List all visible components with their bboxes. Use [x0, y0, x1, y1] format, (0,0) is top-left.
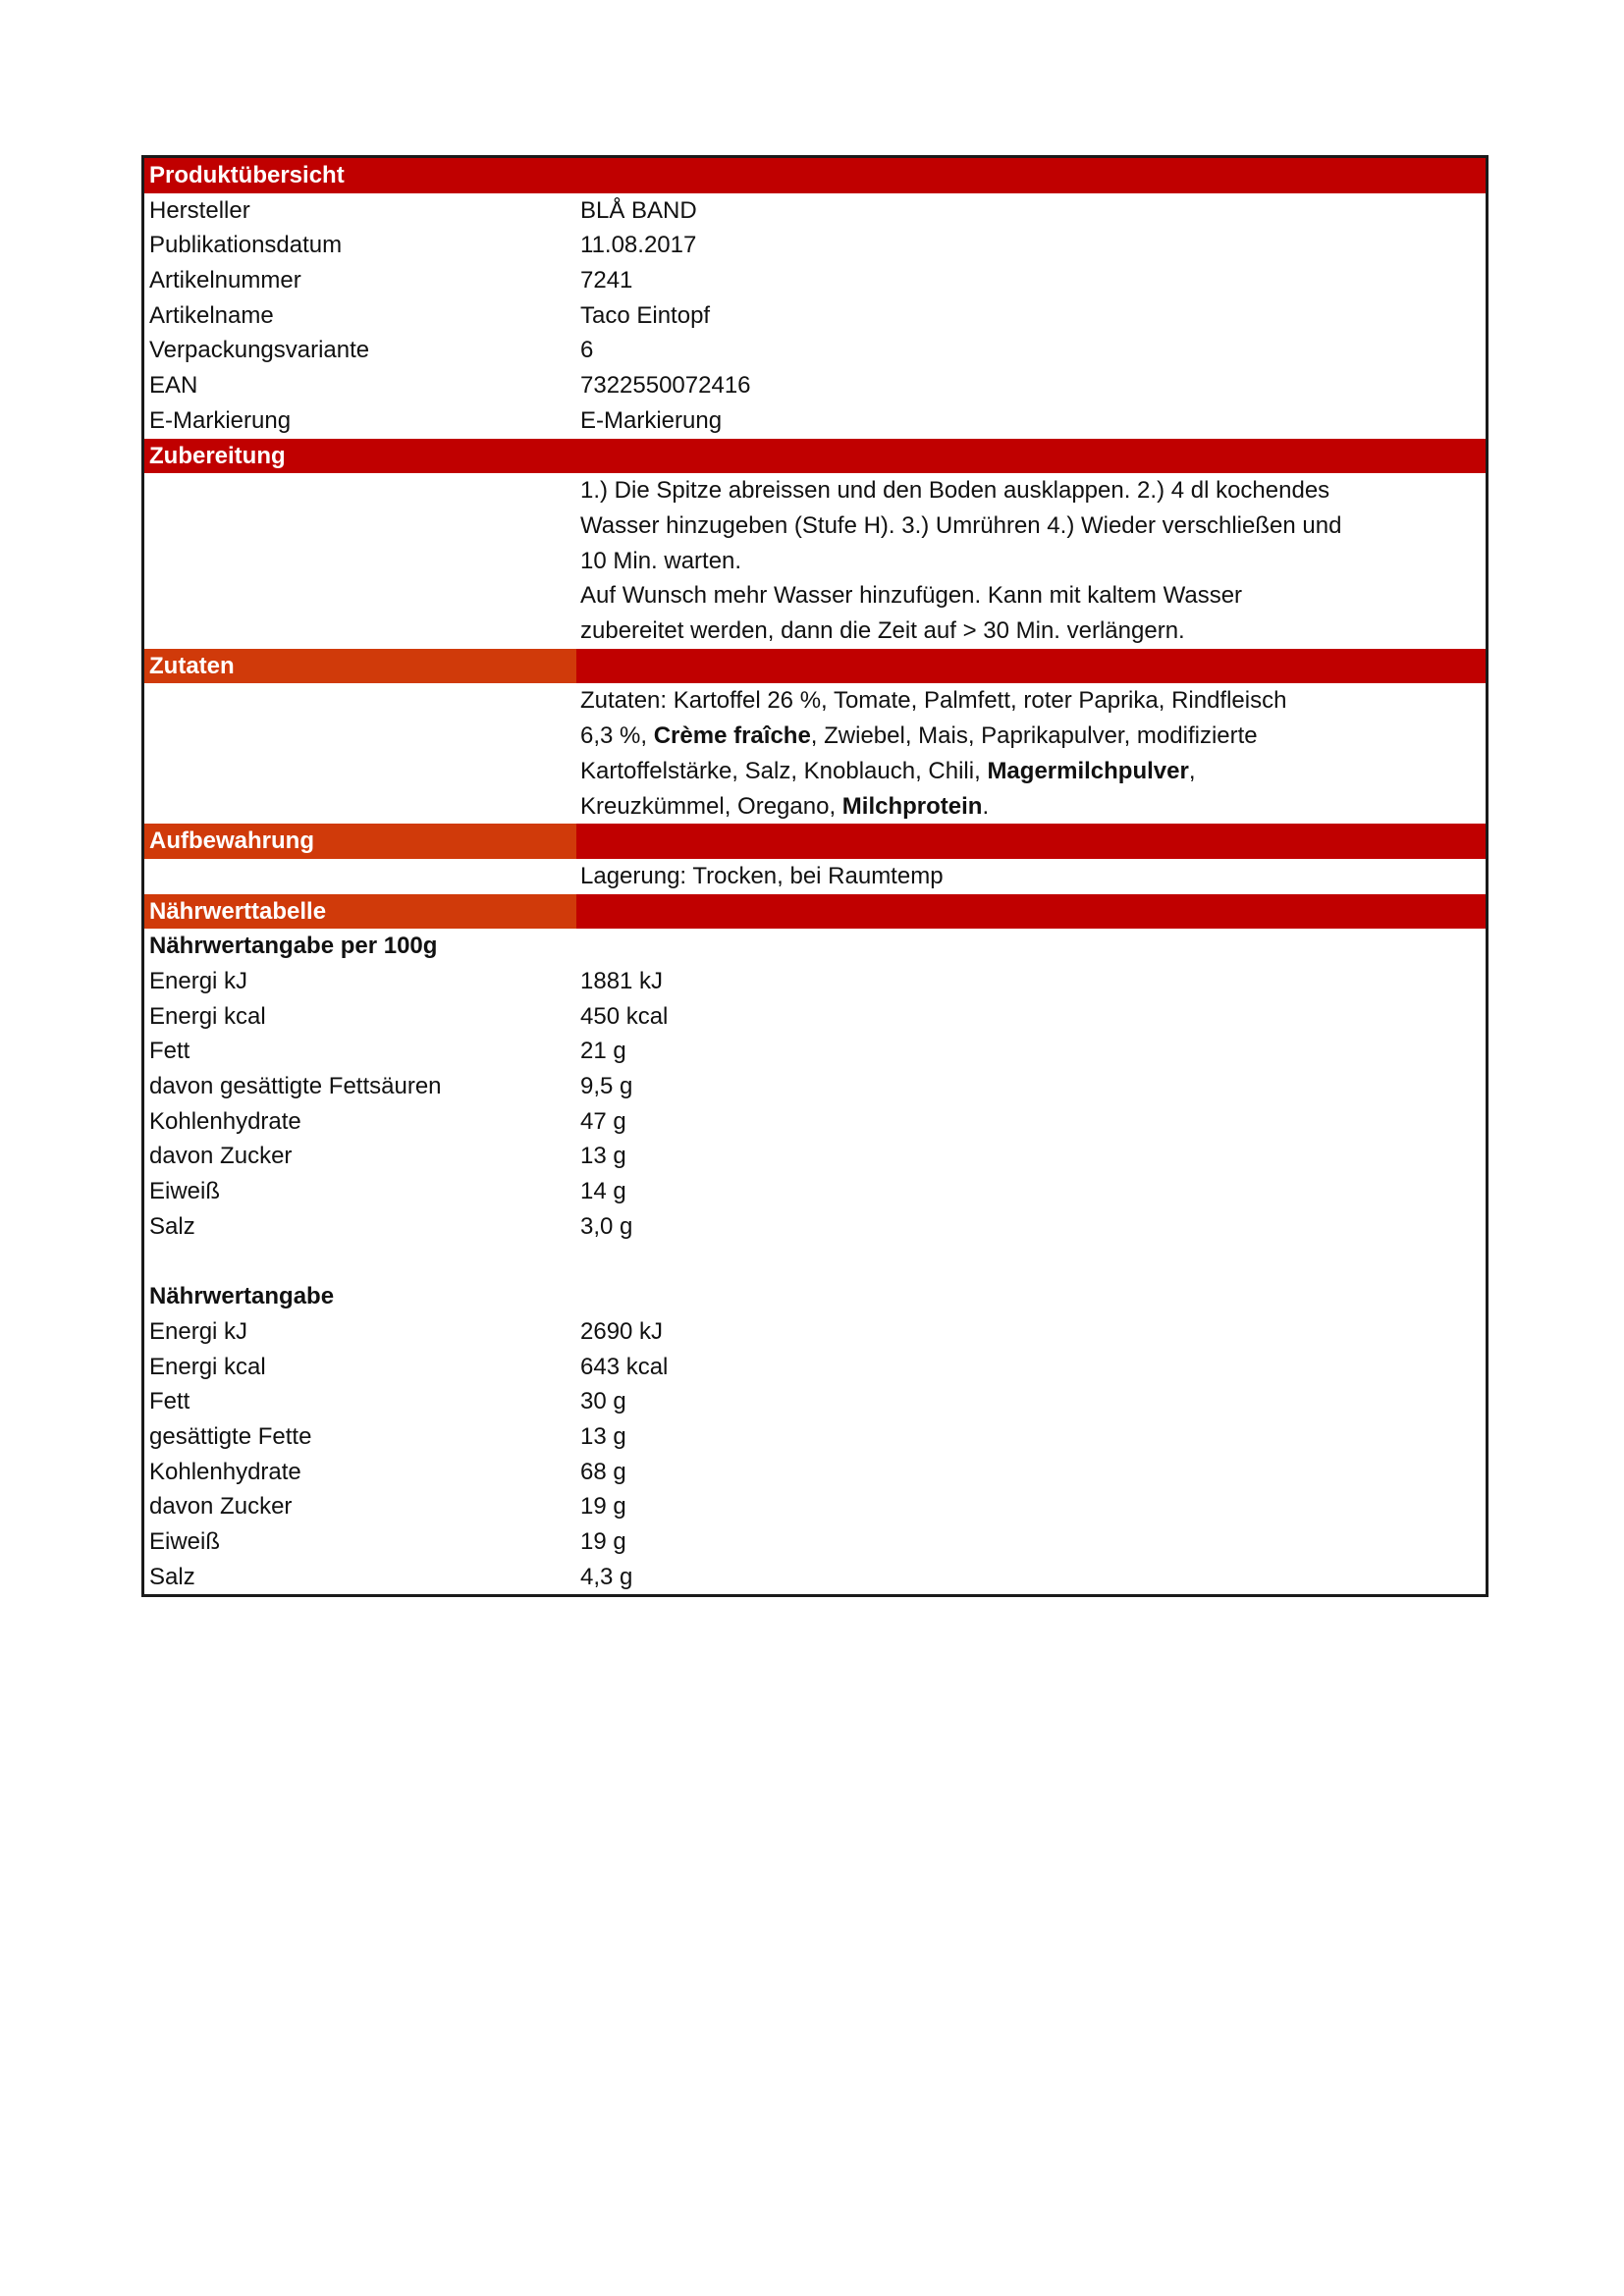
row-value: 68 g	[580, 1458, 626, 1485]
table-row	[144, 1209, 1486, 1245]
table-row	[144, 1104, 1486, 1140]
row-label: E-Markierung	[149, 406, 292, 434]
row-value: 2690 kJ	[580, 1317, 664, 1345]
section-title: Aufbewahrung	[144, 824, 576, 859]
table-row	[144, 1350, 1486, 1385]
row-label: Energi kcal	[149, 1353, 266, 1380]
nutrition-per100-table	[144, 964, 1486, 1245]
row-value: 14 g	[580, 1178, 626, 1205]
section-header-preparation	[144, 439, 1486, 474]
row-label: Eiweiß	[149, 1178, 221, 1205]
row-value: 7241	[580, 267, 633, 294]
allergen: Milchprotein	[841, 792, 983, 820]
table-row	[144, 964, 1486, 999]
row-value: 13 g	[580, 1143, 626, 1170]
row-value: 6	[580, 337, 594, 364]
text-line: Zutaten: Kartoffel 26 %, Tomate, Palmfett, roter Paprika, Rindfleisch	[580, 687, 1287, 715]
nutrition-portion-table	[144, 1314, 1486, 1595]
table-row	[144, 1524, 1486, 1560]
text-line: Wasser hinzugeben (Stufe H). 3.) Umrühren 4.) Wieder verschließen und	[580, 511, 1342, 539]
row-label: Publikationsdatum	[149, 232, 343, 259]
row-value: E-Markierung	[580, 406, 723, 434]
allergen: Crème fraîche	[653, 722, 811, 750]
nutrition-portion-title: Nährwertangabe	[149, 1283, 335, 1310]
row-value: 3,0 g	[580, 1212, 633, 1240]
row-label: Kohlenhydrate	[149, 1107, 301, 1135]
row-value: 13 g	[580, 1422, 626, 1450]
table-row	[144, 193, 1486, 229]
text-line: 10 Min. warten.	[580, 547, 742, 574]
preparation-text	[144, 473, 1486, 649]
row-label: davon Zucker	[149, 1493, 293, 1521]
allergen: Magermilchpulver	[987, 757, 1189, 784]
table-row	[144, 298, 1486, 334]
section-title: Zutaten	[144, 649, 576, 684]
text-line: 6,3 %, Crème fraîche, Zwiebel, Mais, Paprikapulver, modifizierte	[580, 722, 1258, 750]
row-label: Eiweiß	[149, 1527, 221, 1555]
row-label: Fett	[149, 1388, 190, 1415]
table-row	[144, 263, 1486, 298]
text-line: zubereitet werden, dann die Zeit auf > 30 Min. verlängern.	[580, 617, 1185, 644]
table-row	[144, 1139, 1486, 1174]
table-row	[144, 999, 1486, 1035]
row-value: 7322550072416	[580, 372, 751, 400]
table-row	[144, 228, 1486, 263]
row-label: Hersteller	[149, 196, 250, 224]
row-value: 450 kcal	[580, 1002, 669, 1030]
row-label: Energi kJ	[149, 1317, 248, 1345]
section-title: Produktübersicht	[149, 162, 345, 188]
row-value: 21 g	[580, 1038, 626, 1065]
row-label: davon Zucker	[149, 1143, 293, 1170]
section-title: Nährwerttabelle	[144, 894, 576, 930]
table-row	[144, 333, 1486, 368]
section-header-overview	[144, 158, 1486, 193]
row-value: 47 g	[580, 1107, 626, 1135]
storage-value: Lagerung: Trocken, bei Raumtemp	[580, 862, 944, 889]
row-value: 9,5 g	[580, 1073, 633, 1100]
text-line: 1.) Die Spitze abreissen und den Boden ausklappen. 2.) 4 dl kochendes	[580, 477, 1330, 505]
section-header-storage	[144, 824, 1486, 859]
section-header-nutrition	[144, 894, 1486, 930]
table-row	[144, 1069, 1486, 1104]
spacer	[144, 1244, 1486, 1279]
text-line: Auf Wunsch mehr Wasser hinzufügen. Kann mit kaltem Wasser	[580, 582, 1243, 610]
row-label: Artikelnummer	[149, 267, 301, 294]
table-row	[144, 1455, 1486, 1490]
table-row	[144, 1174, 1486, 1209]
table-row	[144, 1314, 1486, 1350]
row-label: Verpackungsvariante	[149, 337, 370, 364]
text-line: Kartoffelstärke, Salz, Knoblauch, Chili, Magermilchpulver,	[580, 757, 1196, 784]
text-line: Kreuzkümmel, Oregano, Milchprotein.	[580, 792, 990, 820]
row-value: Taco Eintopf	[580, 301, 711, 329]
table-row	[144, 1384, 1486, 1419]
row-label: EAN	[149, 372, 198, 400]
nutrition-per100-title: Nährwertangabe per 100g	[149, 933, 438, 960]
table-row	[144, 1560, 1486, 1595]
row-label: Energi kJ	[149, 967, 248, 994]
ingredients-text	[144, 683, 1486, 824]
section-title: Zubereitung	[149, 442, 286, 469]
section-header-ingredients	[144, 649, 1486, 684]
row-value: 19 g	[580, 1527, 626, 1555]
product-sheet	[141, 155, 1489, 1597]
row-label: davon gesättigte Fettsäuren	[149, 1073, 442, 1100]
row-value: 1881 kJ	[580, 967, 664, 994]
row-label: Energi kcal	[149, 1002, 266, 1030]
row-label: gesättigte Fette	[149, 1422, 312, 1450]
table-row	[144, 1489, 1486, 1524]
row-value: 30 g	[580, 1388, 626, 1415]
row-value: 643 kcal	[580, 1353, 669, 1380]
overview-table	[144, 193, 1486, 439]
row-label: Salz	[149, 1212, 195, 1240]
table-row	[144, 1419, 1486, 1455]
row-label: Artikelname	[149, 301, 274, 329]
row-value: 19 g	[580, 1493, 626, 1521]
row-label: Salz	[149, 1563, 195, 1590]
table-row	[144, 368, 1486, 403]
table-row	[144, 403, 1486, 439]
row-label: Fett	[149, 1038, 190, 1065]
row-value: 4,3 g	[580, 1563, 633, 1590]
table-row	[144, 1034, 1486, 1069]
row-value: 11.08.2017	[580, 232, 697, 259]
row-value: BLÅ BAND	[580, 196, 697, 224]
storage-row	[144, 859, 1486, 894]
row-label: Kohlenhydrate	[149, 1458, 301, 1485]
